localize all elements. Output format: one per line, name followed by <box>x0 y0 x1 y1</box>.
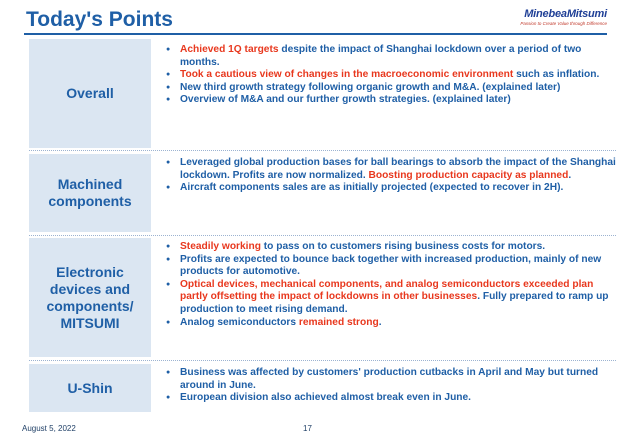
bullet-text: New third growth strategy following organic growth and M&A. (explained later) <box>180 81 561 93</box>
bullet-item <box>166 44 616 69</box>
section-divider <box>29 150 616 152</box>
bullet-list <box>166 367 616 405</box>
bullet-item <box>166 82 616 95</box>
bullet-list <box>166 44 616 107</box>
section-electronic-devices <box>29 238 616 357</box>
section-label: U-Shin <box>29 364 151 412</box>
bullet-text: Analog semiconductors <box>180 316 299 328</box>
section-label: Overall <box>29 39 151 148</box>
bullet-text: Profits are expected to bounce back together with increased production, mainly of new products for automotive. <box>180 253 602 278</box>
bullet-item <box>166 157 616 182</box>
bullet-item <box>166 317 616 330</box>
bullet-text: despite the impact of Shanghai lockdown over a period of two months. <box>180 44 582 68</box>
bullet-item <box>166 69 616 82</box>
bullet-item <box>166 182 616 195</box>
brand-name: MinebeaMitsumi <box>524 8 607 20</box>
bullet-text: such as inflation. <box>513 69 600 81</box>
page-number: 17 <box>303 424 312 433</box>
bullet-item <box>166 367 616 392</box>
brand-tagline: Passion to Create Value through Difference <box>520 21 607 26</box>
footer-date: August 5, 2022 <box>22 424 76 433</box>
bullet-list <box>166 157 616 195</box>
bullet-list <box>166 241 616 329</box>
bullet-text: . Fully prepared to ramp up production to meet rising demand. <box>180 291 609 315</box>
section-divider <box>29 360 616 362</box>
section-label: Electronic devices and components/ MITSUMI <box>29 238 151 357</box>
highlight-text: Took a cautious view of changes in the macroeconomic environment <box>180 69 514 81</box>
bullet-item <box>166 94 616 107</box>
highlight-text: Boosting production capacity as planned <box>368 169 569 181</box>
highlight-text: remained strong <box>298 316 379 328</box>
page-title: Today's Points <box>26 8 173 31</box>
bullet-text: Business was affected by customers' production cutbacks in April and May but turned around in June. <box>180 367 599 391</box>
highlight-text: Steadily working <box>180 241 261 252</box>
section-divider <box>29 235 616 237</box>
bullet-item <box>166 279 616 317</box>
bullet-item <box>166 241 616 254</box>
bullet-text: . <box>378 316 382 328</box>
bullet-text: . <box>568 169 572 181</box>
bullet-text: Aircraft components sales are as initially projected (expected to recover in 2H). <box>180 182 564 194</box>
bullet-item <box>166 254 616 279</box>
bullet-item <box>166 392 616 405</box>
bullet-text: Leveraged global production bases for ball bearings to absorb the impact of the Shanghai lockdown. Profits are now normalized. <box>180 157 616 181</box>
section-overall <box>29 39 616 148</box>
brand-logo <box>520 8 607 26</box>
bullet-text: European division also achieved almost break even in June. <box>180 392 472 404</box>
bullet-text: to pass on to customers rising business costs for motors. <box>260 241 546 252</box>
title-rule <box>24 33 607 35</box>
section-label: Machined components <box>29 154 151 232</box>
bullet-text: Overview of M&A and our further growth strategies. (explained later) <box>180 94 511 106</box>
section-machined-components <box>29 154 616 232</box>
highlight-text: Optical devices, mechanical components, and analog semiconductors exceeded plan partly offsetting the impact of lockdowns in other businesses <box>180 278 594 303</box>
section-u-shin <box>29 364 616 412</box>
highlight-text: Achieved 1Q targets <box>180 44 279 55</box>
